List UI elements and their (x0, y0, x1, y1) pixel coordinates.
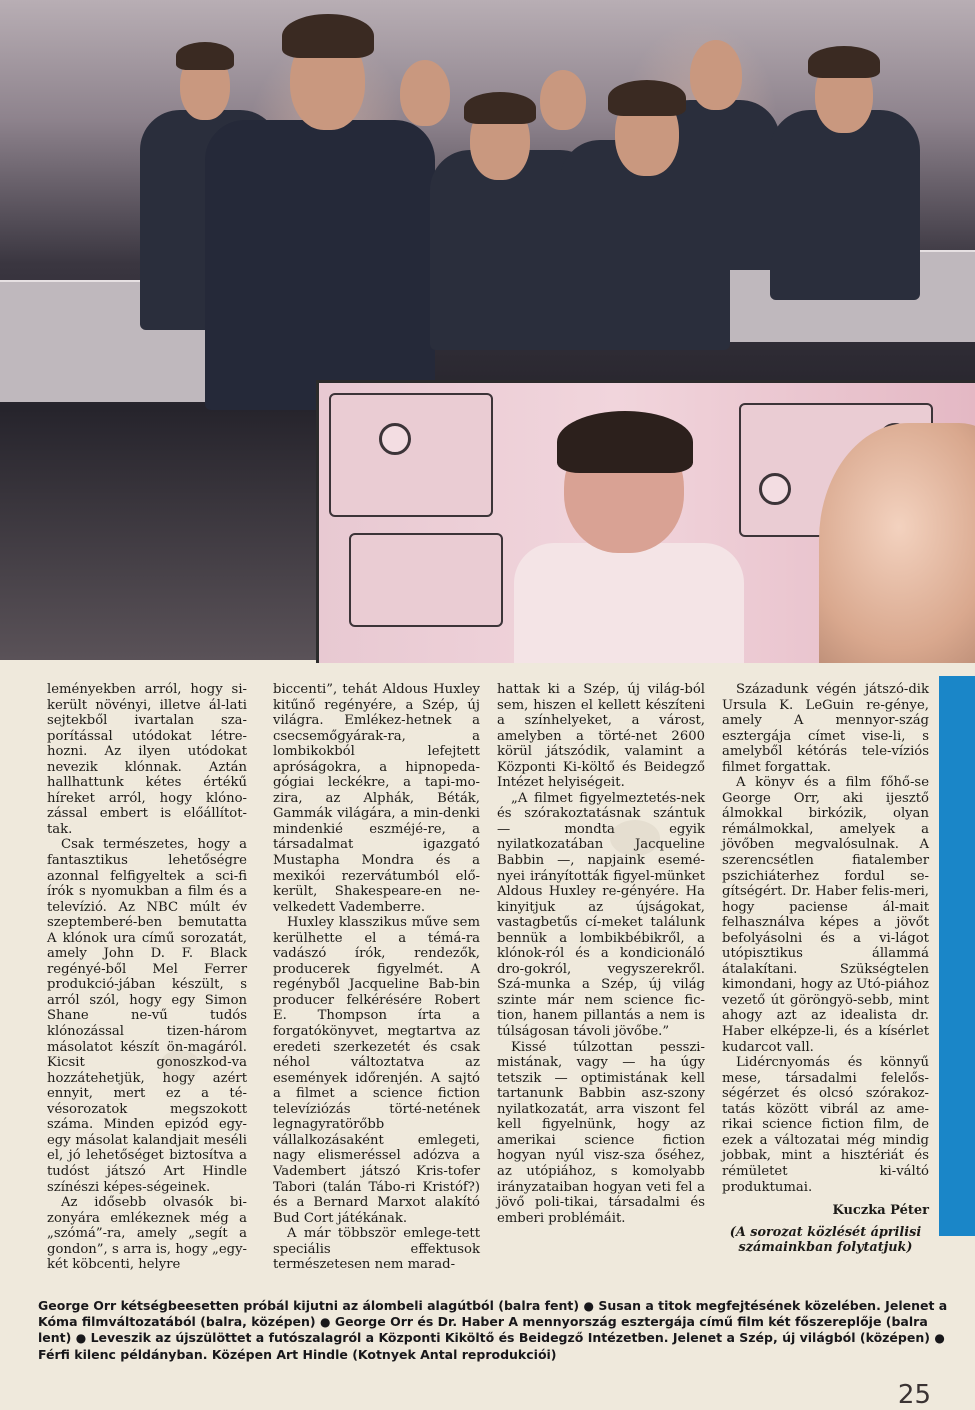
paragraph: A már többször emlege-tett speciális effektusok természetesen nem marad- (273, 1226, 480, 1273)
caption-part: Férfi kilenc példányban. Középen Art Hindle (Kotnyek Antal reprodukciói) (38, 1346, 557, 1362)
photo-hair (808, 46, 880, 78)
article-column-4 (722, 682, 929, 1256)
bullet-icon: ● (934, 1331, 945, 1346)
photo-head (540, 70, 586, 130)
paragraph: Századunk végén játszó-dik Ursula K. LeGuin re-génye, amely A mennyor-szág esztergája címet vise-li, s amelyből kétórás tele-víziós filmet forgattak. (722, 682, 929, 775)
author-signature: Kuczka Péter (832, 1203, 929, 1219)
paper-stain (160, 1050, 200, 1080)
paragraph: „A filmet figyelmeztetés-nek és szórakoztatásnak szántuk — mondta egyik nyilatkozatában Jacqueline Babbin —, napjaink esemé-nyei irányították figyel-münket Aldous Huxley re-gényére. Ha kinyitjuk az újságokat, vastagbetűs cí-meket találunk bennük a lombikbébikről, a klónok-ról és a kondicionáló dro-gokról, vegyszerekről. Szá-munka a Szép, új világ szinte már nem science fic-tion, hanem pillantás a nem is túlságosan távoli jövőbe.” (497, 790, 705, 1040)
bullet-icon: ● (75, 1331, 87, 1346)
caption-part: Susan a titok megfejtésének közelében. Jelenet a Kóma filmváltozatából (balra, középen) (38, 1298, 948, 1330)
photo-hair (464, 92, 536, 124)
paragraph: Kissé túlzottan pesszi-mistának, vagy — ha úgy tetszik — optimistának kell tartanunk Babbin asz-szony nyilatkozatát, arra viszont fel kell figyelnünk, hogy az amerikai science fiction hogyan nyúl visz-sza őséhez, az utópiához, s komolyabb irányzataiban hogyan veti fel a jövő poli-tikai, társadalmi és emberi problémáit. (497, 1039, 705, 1226)
inset-man-body (514, 543, 744, 663)
bullet-icon: ● (583, 1299, 594, 1313)
article-column-3 (497, 682, 705, 1226)
photo-head (690, 40, 742, 110)
inset-control-panel (349, 533, 503, 627)
paragraph: Lidércnyomás és könnyű mese, társadalmi felelős-ségérzet és olcsó szórakoz-tatás között vibrál az ame-rikai science fiction film, de ezek a változatai még mindig jobbak, mint a hisztériát és rémületet ki-váltó produktumai. (722, 1055, 929, 1195)
inset-man-hair (557, 411, 693, 473)
paragraph: Csak természetes, hogy a fantasztikus lehetőségre azonnal felfigyeltek a sci-fi írók s nyomukban a film és a televízió. Az NBC múlt év szeptemberé-ben bemutatta A klónok ura című sorozatát, amely John D. F. Black regényé-ből Mel Ferrer produkció-jában készült, s arról szól, hogy egy Simon Shane ne-vű tudós klónozással tizen-három másolatot készít ön-magáról. Kicsit gonoszkod-va hozzátehetjük, hogy azért ennyit, mert ez a té-vésorozatok megszokott száma. Minden epizód egy-egy másolat kalandjait meséli el, jó lehetőséget biztosítva a tudóst játszó Art Hindle színészi képes-ségeinek. (47, 837, 247, 1195)
paragraph: hattak ki a Szép, új világ-ból sem, hiszen el kellett készíteni a színhelyeket, a várost, amelyben a törté-net 2600 körül játszódik, valamint a Központi Ki-költő és Beidegző Intézet helyiségeit. (497, 682, 705, 791)
photo-head (400, 60, 450, 126)
article-column-2 (273, 682, 480, 1273)
inset-dial (379, 423, 411, 455)
photo-caption (38, 1298, 960, 1363)
inset-woman (819, 423, 975, 663)
paragraph: Huxley klasszikus műve sem kerülhette el a témá-ra vadászó írók, rendezők, producerek figyelmét. A regényből Jacqueline Bab-bin producer felkérésére Robert E. Thompson írta a forgatókönyvet, megtartva az eredeti szerkezetét és csak néhol változtatva az események időrenjén. A sajtó a filmet a science fiction televíziózás törté-netének legnagyratörőbb vállalkozásaként emlegeti, nagy elismeréssel adózva a Vadembert játszó Kris-tofer Tabori (talán Tábo-ri Kristóf?) és a Bernard Marxot alakító Bud Cort játékának. (273, 915, 480, 1226)
paragraph: leményekben arról, hogy si-került növényi, illetve ál-lati sejtekből ivartalan sza-porítással utódokat létre-hozni. Az ilyen utódokat nevezik klónnak. Aztán hallhattunk kétes értékű híreket arról, hogy klóno-zással embert is előállítot-tak. (47, 682, 247, 837)
photo-figure (770, 110, 920, 300)
caption-part: George Orr kétségbeesetten próbál kijutni az álombeli alagútból (balra fent) (38, 1298, 580, 1313)
photo-hair (282, 14, 374, 58)
inset-control-panel (329, 393, 493, 517)
photo-hair (608, 80, 686, 116)
caption-part: Leveszik az újszülöttet a futószalagról a Központi Kiköltő és Beidegző Intézetben. Jelenet a Szép, új világból (középen) (90, 1330, 930, 1346)
page-number: 25 (897, 1380, 931, 1410)
inset-dial (759, 473, 791, 505)
accent-bar (939, 676, 975, 1236)
photo-hair (176, 42, 234, 70)
inset-photo (316, 380, 975, 663)
paragraph: biccenti”, tehát Aldous Huxley kitűnő regényére, a Szép, új világra. Emlékez-hetnek a csecsemőgyárak-ra, a lombikokból lefejtett apróságokra, a hipnopeda-gógiai leckékre, a tapi-mo-zira, az Alphák, Béták, Gammák világára, a min-denki mindenkié eszméjé-re, a társadalmat igazgató Mustapha Mondra és a mexikói rezervátumból elő-került, Shakespeare-en ne-velkedett Vademberre. (273, 682, 480, 915)
series-note: (A sorozat közlését áprilisi számainkban folytatjuk) (729, 1224, 922, 1256)
bullet-icon: ● (319, 1315, 331, 1330)
paper-stain (610, 820, 660, 856)
paragraph: A könyv és a film főhő-se George Orr, aki ijesztő álmokkal birkózik, olyan rémálmokkal, amelyek a jövőben megvalósulnak. A szerencsétlen fiatalember pszichiáterhez fordul se-gítségért. Dr. Haber felis-meri, hogy paciense ál-mait felhasználva képes a jövőt befolyásolni és a vi-lágot utópisztikus állammá átalakítani. Szükségtelen kimondani, hogy az Utó-piához vezető út göröngyö-sebb, mint ahogy azt az idealista dr. Haber elképze-li, és a kísérlet kudarcot vall. (722, 775, 929, 1055)
paragraph: Az idősebb olvasók bi-zonyára emlékeznek még a „szómá”-ra, amely „segít a gondon”, s arra is, hogy „egy-két köbcenti, helyre (47, 1195, 247, 1273)
photo-figure (205, 120, 435, 410)
caption-part: George Orr és Dr. Haber A mennyország esztergája című film két főszereplője (balra lent) (38, 1314, 928, 1346)
article-column-1 (47, 682, 247, 1273)
